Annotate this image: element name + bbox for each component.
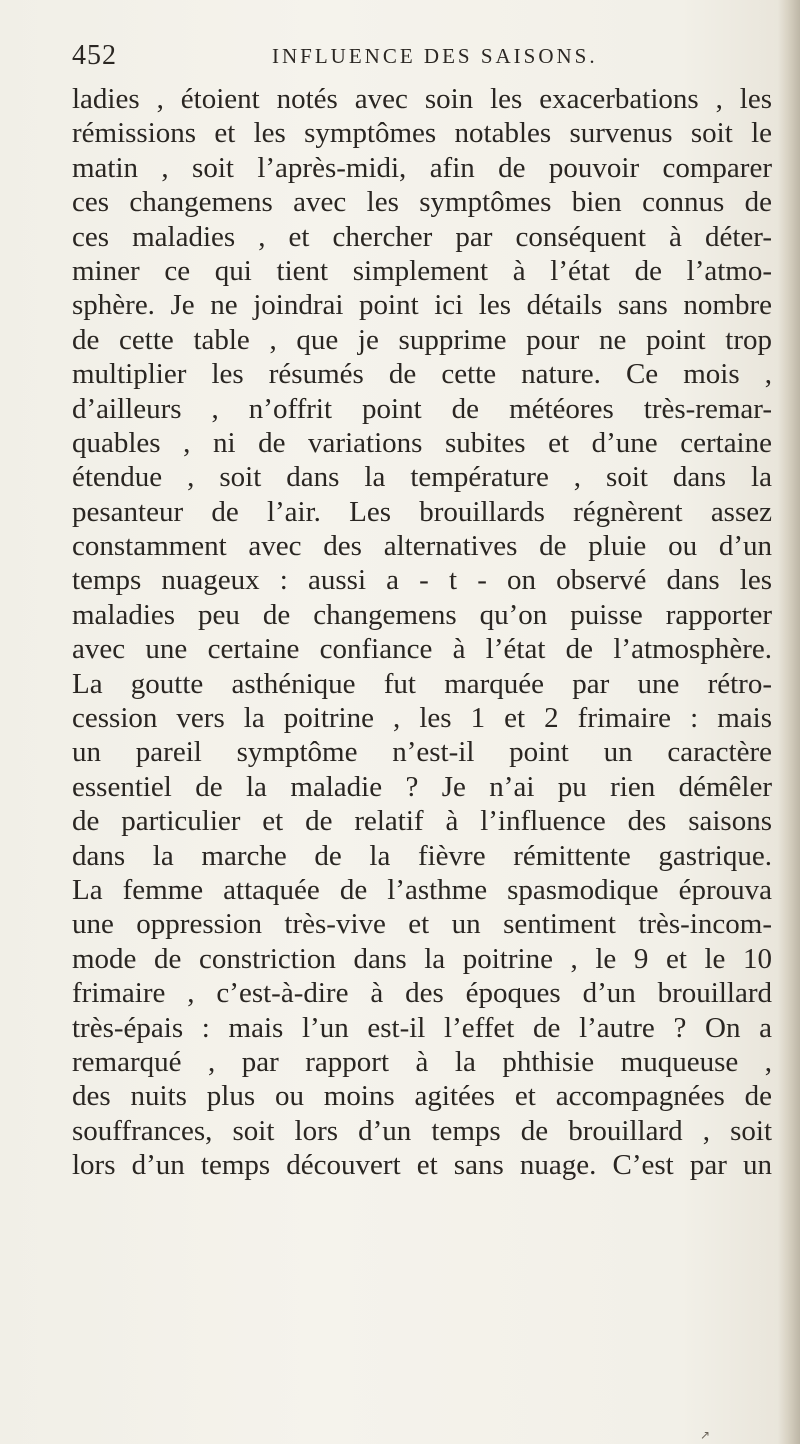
text-line: multiplier les résumés de cette nature. Ce mois , bbox=[72, 358, 772, 391]
text-line: La goutte asthénique fut marquée par une rétro- bbox=[72, 667, 772, 700]
text-line: une oppression très-vive et un sentiment très-incom- bbox=[72, 908, 772, 941]
text-line: lors d’un temps découvert et sans nuage. C’est par un bbox=[72, 1149, 772, 1182]
text-line: avec une certaine confiance à l’état de l’atmosphère. bbox=[72, 633, 772, 666]
text-line: La femme attaquée de l’asthme spasmodique éprouva bbox=[72, 873, 772, 906]
text-line: sphère. Je ne joindrai point ici les détails sans nombre bbox=[72, 289, 772, 322]
text-line: ces maladies , et chercher par conséquent à déter- bbox=[72, 220, 772, 253]
text-line: cession vers la poitrine , les 1 et 2 frimaire : mais bbox=[72, 702, 772, 735]
text-line: quables , ni de variations subites et d’une certaine bbox=[72, 426, 772, 459]
text-line: ces changemens avec les symptômes bien connus de bbox=[72, 186, 772, 219]
text-line: d’ailleurs , n’offrit point de météores très-remar- bbox=[72, 392, 772, 425]
body-text bbox=[72, 82, 772, 1183]
text-line: frimaire , c’est-à-dire à des époques d’un brouillard bbox=[72, 977, 772, 1010]
text-line: étendue , soit dans la température , soit dans la bbox=[72, 461, 772, 494]
text-line: souffrances, soit lors d’un temps de brouillard , soit bbox=[72, 1114, 772, 1147]
text-line: de particulier et de relatif à l’influence des saisons bbox=[72, 805, 772, 838]
text-line: essentiel de la maladie ? Je n’ai pu rien démêler bbox=[72, 770, 772, 803]
text-line: très-épais : mais l’un est-il l’effet de l’autre ? On a bbox=[72, 1011, 772, 1044]
text-line: temps nuageux : aussi a - t - on observé dans les bbox=[72, 564, 772, 597]
running-head: INFLUENCE DES SAISONS. bbox=[272, 44, 598, 68]
text-line: ladies , étoient notés avec soin les exacerbations , les bbox=[72, 83, 772, 115]
page-header bbox=[72, 40, 772, 80]
text-line: matin , soit l’après-midi, afin de pouvoir comparer bbox=[72, 151, 772, 184]
text-line: rémissions et les symptômes notables survenus soit le bbox=[72, 117, 772, 150]
text-line: remarqué , par rapport à la phthisie muqueuse , bbox=[72, 1045, 772, 1078]
text-line: pesanteur de l’air. Les brouillards régnèrent assez bbox=[72, 495, 772, 528]
text-line: maladies peu de changemens qu’on puisse rapporter bbox=[72, 598, 772, 631]
text-line: constamment avec des alternatives de pluie ou d’un bbox=[72, 530, 772, 563]
text-line: de cette table , que je supprime pour ne point trop bbox=[72, 323, 772, 356]
ink-speck: ↗ bbox=[700, 1428, 711, 1442]
page-number: 452 bbox=[72, 40, 117, 71]
text-line: mode de constriction dans la poitrine , le 9 et le 10 bbox=[72, 942, 772, 975]
text-line: des nuits plus ou moins agitées et accompagnées de bbox=[72, 1080, 772, 1113]
text-line: miner ce qui tient simplement à l’état de l’atmo- bbox=[72, 254, 772, 287]
text-line: dans la marche de la fièvre rémittente gastrique. bbox=[72, 839, 772, 872]
page-edge-shadow bbox=[778, 0, 800, 1444]
text-line: un pareil symptôme n’est-il point un caractère bbox=[72, 736, 772, 769]
